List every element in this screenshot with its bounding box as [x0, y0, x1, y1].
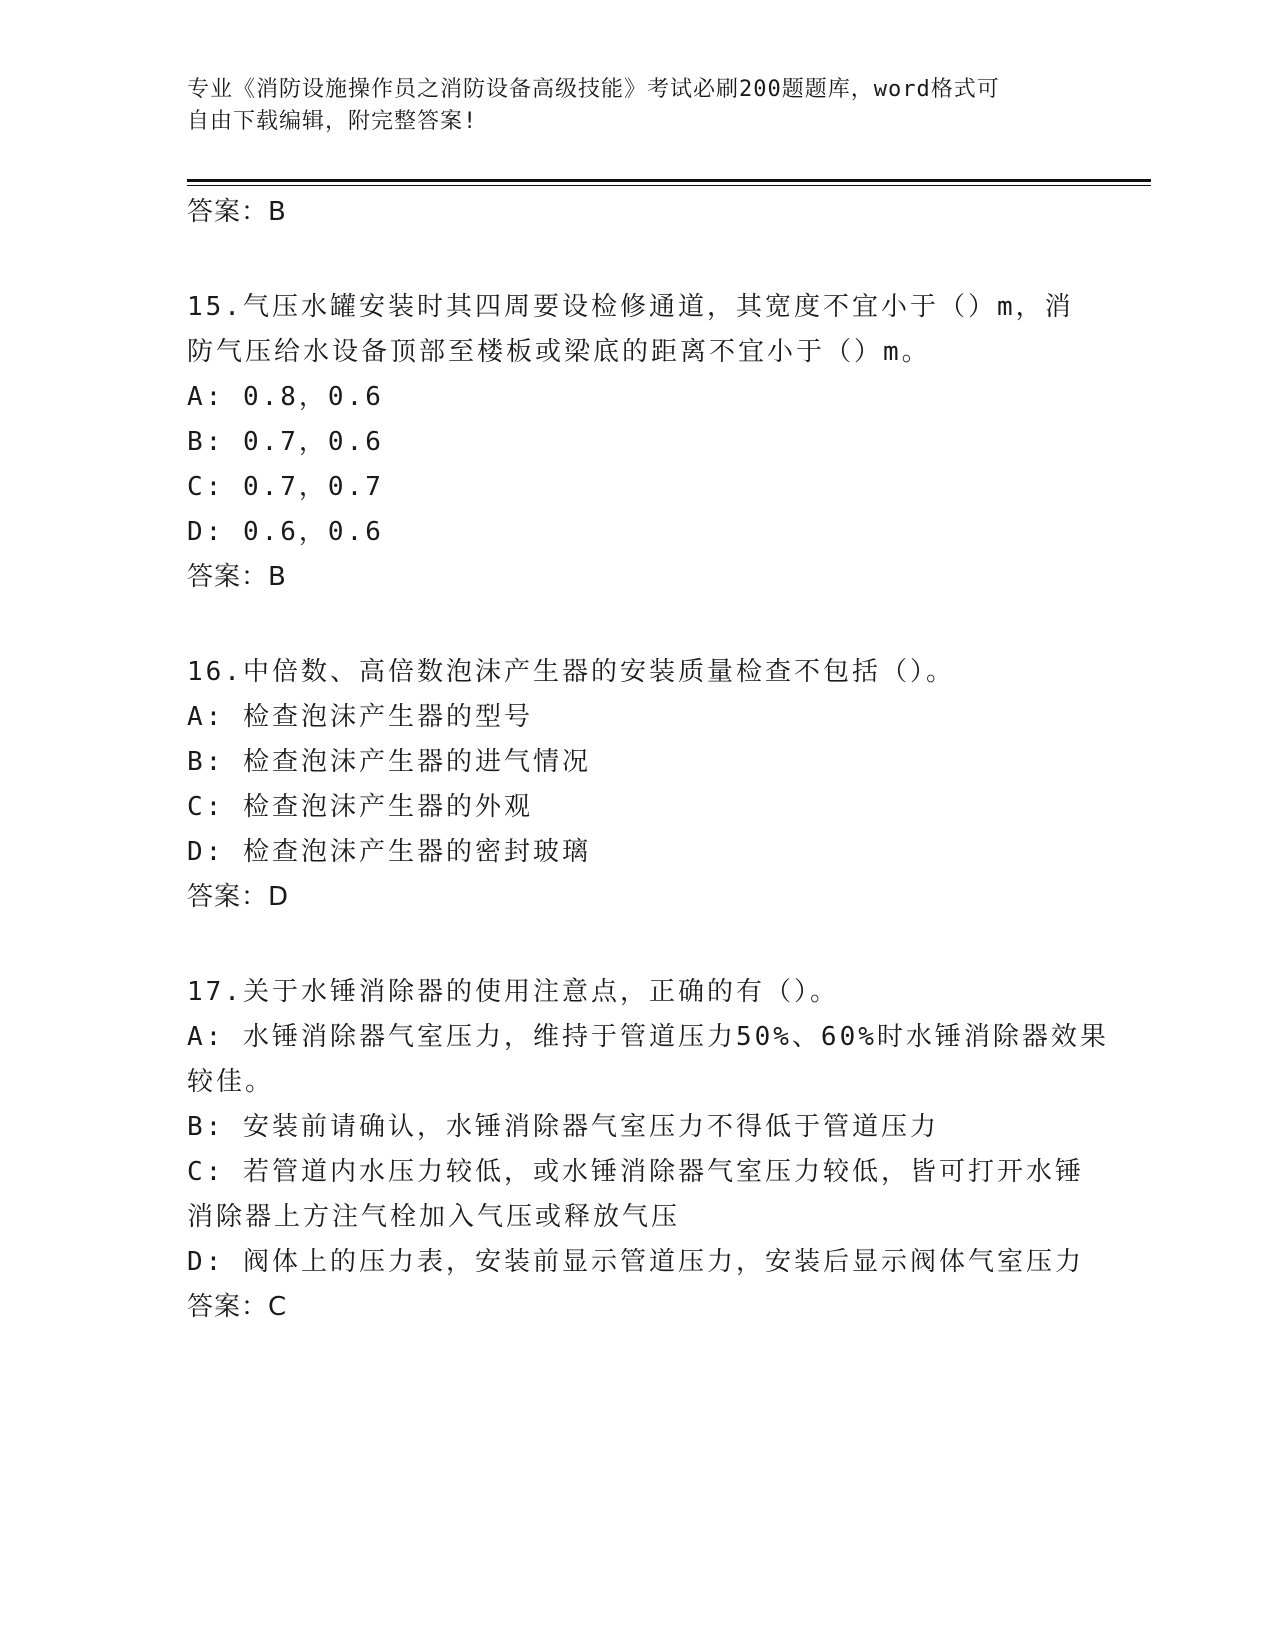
- question-stem: 16.中倍数、高倍数泡沫产生器的安装质量检查不包括（）。: [187, 657, 955, 687]
- question-17: [187, 970, 1127, 1330]
- option-c: C: 若管道内水压力较低，或水锤消除器气室压力较低，皆可打开水锤: [187, 1157, 1084, 1187]
- answer-line: 答案：D: [187, 882, 290, 912]
- option-a: A: 0.8，0.6: [187, 382, 384, 412]
- answer-line: 答案：B: [187, 562, 287, 592]
- option-d: D: 0.6，0.6: [187, 517, 384, 547]
- option-b: B: 0.7，0.6: [187, 427, 384, 457]
- header-line-2: 自由下载编辑，附完整答案!: [187, 109, 478, 134]
- question-15: [187, 285, 1127, 600]
- option-d: D: 阀体上的压力表，安装前显示管道压力，安装后显示阀体气室压力: [187, 1247, 1084, 1277]
- option-c-continued: 消除器上方注气栓加入气压或释放气压: [187, 1202, 681, 1232]
- option-c: C: 检查泡沫产生器的外观: [187, 792, 533, 822]
- answer-line: 答案：C: [187, 1292, 288, 1322]
- header-line-1: 专业《消防设施操作员之消防设备高级技能》考试必刷200题题库，word格式可: [187, 77, 1000, 102]
- question-stem: 防气压给水设备顶部至楼板或梁底的距离不宜小于（）m。: [187, 337, 931, 367]
- option-b: B: 检查泡沫产生器的进气情况: [187, 747, 591, 777]
- header-rule-thin: [187, 185, 1151, 186]
- option-d: D: 检查泡沫产生器的密封玻璃: [187, 837, 591, 867]
- document-header: [187, 74, 1087, 138]
- header-rule-thick: [187, 179, 1151, 182]
- question-stem: 15.气压水罐安装时其四周要设检修通道，其宽度不宜小于（）m，消: [187, 292, 1074, 322]
- option-a: A: 检查泡沫产生器的型号: [187, 702, 533, 732]
- answer-line: 答案：B: [187, 197, 287, 227]
- question-content: [187, 190, 1127, 1330]
- option-a: A: 水锤消除器气室压力，维持于管道压力50%、60%时水锤消除器效果: [187, 1022, 1109, 1052]
- question-stem: 17.关于水锤消除器的使用注意点，正确的有（）。: [187, 977, 839, 1007]
- option-a-continued: 较佳。: [187, 1067, 275, 1097]
- option-c: C: 0.7，0.7: [187, 472, 384, 502]
- option-b: B: 安装前请确认，水锤消除器气室压力不得低于管道压力: [187, 1112, 939, 1142]
- question-16: [187, 650, 1127, 920]
